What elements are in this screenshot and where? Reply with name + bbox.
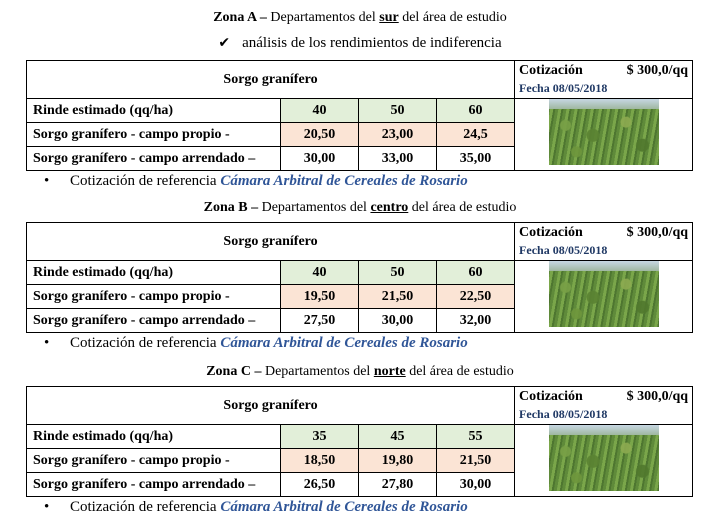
table-cell: 60 [437,99,515,123]
photo-cell [515,261,693,333]
row-label: Sorgo granífero - campo arrendado – [27,309,281,333]
zone-b-table [26,222,693,333]
zone-a-subtitle: ✔ análisis de los rendimientos de indiferencia [218,35,502,51]
row-label: Rinde estimado (qq/ha) [27,261,281,285]
bullet-icon: • [44,335,50,351]
table-cell: 35,00 [437,147,515,171]
cotizacion-cell: Cotización $ 300,0/qq Fecha 08/05/2018 [515,61,693,99]
zone-a-table [26,60,693,171]
table-cell: 30,00 [437,473,515,497]
row-label: Rinde estimado (qq/ha) [27,99,281,123]
row-label: Rinde estimado (qq/ha) [27,425,281,449]
table-header: Sorgo granífero [27,387,515,425]
table-cell: 21,50 [359,285,437,309]
check-mark-icon: ✔ [218,35,231,51]
row-label: Sorgo granífero - campo arrendado – [27,473,281,497]
row-label: Sorgo granífero - campo propio - [27,123,281,147]
bullet-icon: • [44,173,50,189]
table-cell: 60 [437,261,515,285]
table-cell: 21,50 [437,449,515,473]
table-cell: 22,50 [437,285,515,309]
table-cell: 50 [359,261,437,285]
zone-b-reference: • Cotización de referencia Cámara Arbitral de Cereales de Rosario [44,335,468,351]
table-cell: 19,80 [359,449,437,473]
table-cell: 55 [437,425,515,449]
table-cell: 19,50 [281,285,359,309]
table-cell: 35 [281,425,359,449]
sorghum-field-photo [549,261,659,327]
cotizacion-cell: Cotización $ 300,0/qq Fecha 08/05/2018 [515,223,693,261]
photo-cell [515,425,693,497]
table-cell: 27,50 [281,309,359,333]
fecha-label: Fecha 08/05/2018 [519,407,608,421]
table-cell: 30,00 [281,147,359,171]
zone-c-title: Zona C – Departamentos del norte del área de estudio [206,364,514,379]
table-cell: 24,5 [437,123,515,147]
row-label: Sorgo granífero - campo propio - [27,285,281,309]
zone-b-title: Zona B – Departamentos del centro del área de estudio [203,200,517,215]
table-cell: 45 [359,425,437,449]
table-cell: 50 [359,99,437,123]
table-cell: 23,00 [359,123,437,147]
table-cell: 40 [281,261,359,285]
table-cell: 18,50 [281,449,359,473]
zone-a-reference: • Cotización de referencia Cámara Arbitral de Cereales de Rosario [44,173,468,189]
table-cell: 30,00 [359,309,437,333]
photo-cell [515,99,693,171]
zone-a-title: Zona A – Departamentos del sur del área de estudio [213,10,507,25]
table-cell: 26,50 [281,473,359,497]
table-cell: 40 [281,99,359,123]
bullet-icon: • [44,499,50,515]
table-header: Sorgo granífero [27,61,515,99]
table-cell: 20,50 [281,123,359,147]
table-cell: 33,00 [359,147,437,171]
table-cell: 27,80 [359,473,437,497]
zone-c-table [26,386,693,497]
cotizacion-cell: Cotización $ 300,0/qq Fecha 08/05/2018 [515,387,693,425]
sorghum-field-photo [549,425,659,491]
table-header: Sorgo granífero [27,223,515,261]
fecha-label: Fecha 08/05/2018 [519,81,608,95]
sorghum-field-photo [549,99,659,165]
row-label: Sorgo granífero - campo arrendado – [27,147,281,171]
zone-c-reference: • Cotización de referencia Cámara Arbitral de Cereales de Rosario [44,499,468,515]
row-label: Sorgo granífero - campo propio - [27,449,281,473]
table-cell: 32,00 [437,309,515,333]
fecha-label: Fecha 08/05/2018 [519,243,608,257]
